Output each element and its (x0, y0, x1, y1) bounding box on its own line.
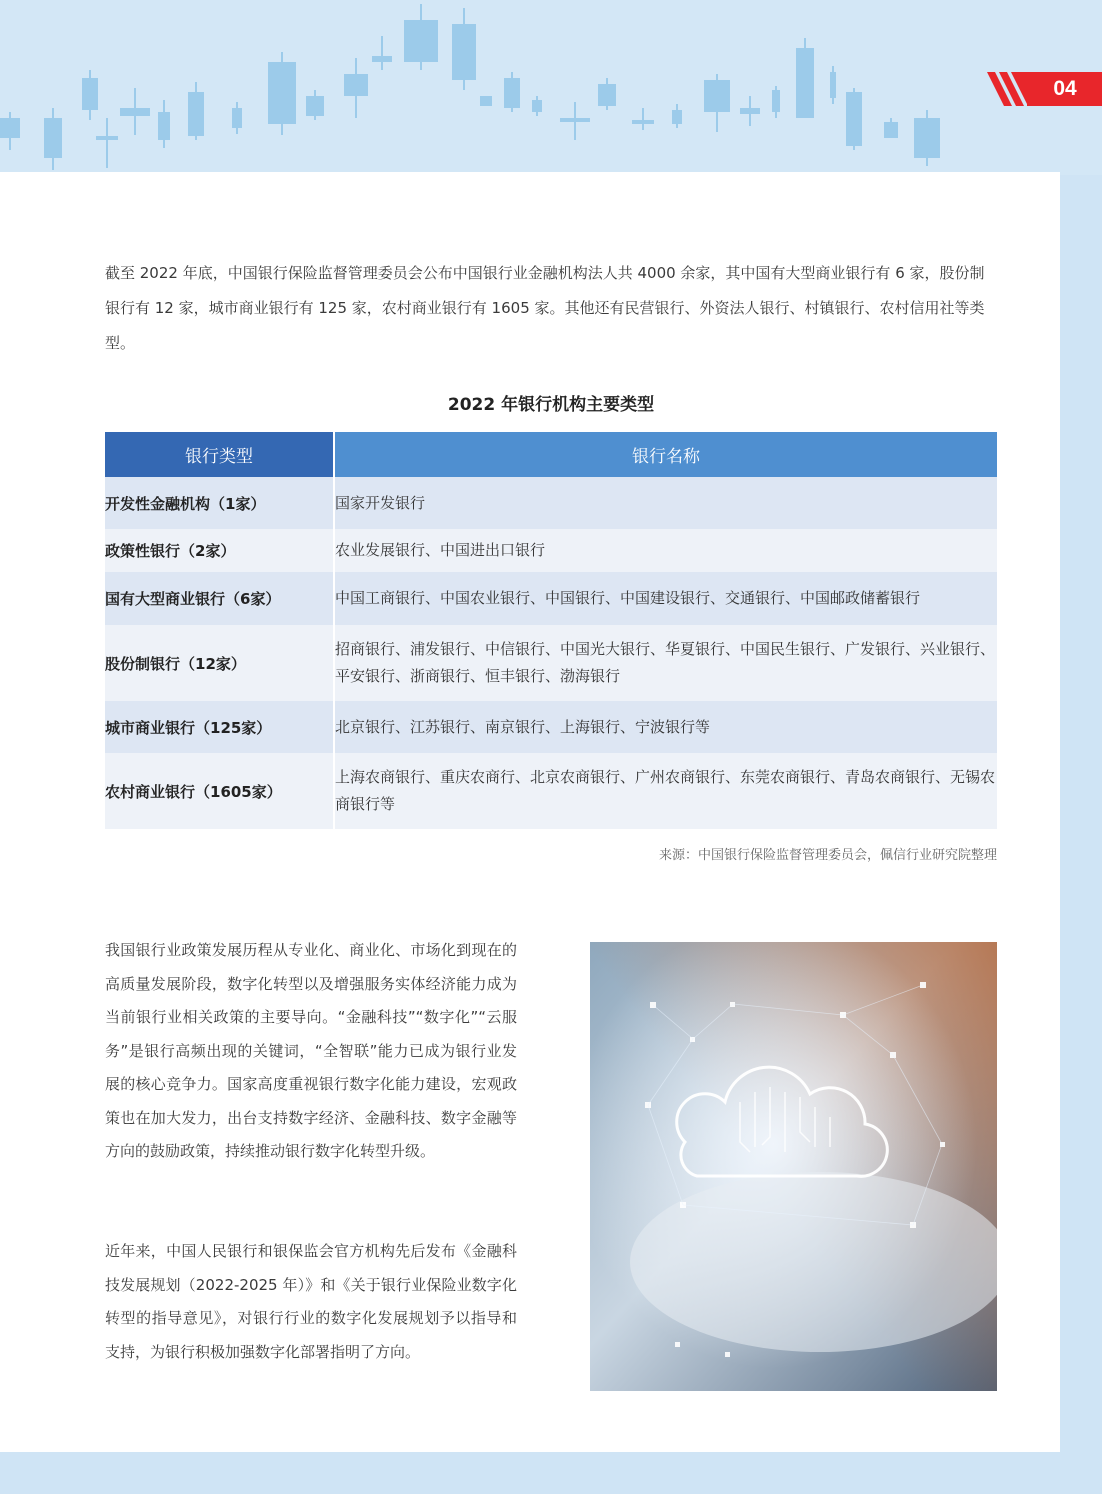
table-row (105, 701, 997, 753)
body-paragraph-1: 我国银行业政策发展历程从专业化、商业化、市场化到现在的高质量发展阶段，数字化转型以及增强服务实体经济能力成为当前银行业相关政策的主要导向。“金融科技”“数字化”“云服务”是银行高频出现的关键词，“全智联”能力已成为银行业发展的核心竞争力。国家高度重视银行数字化能力建设，宏观政策也在加大发力，出台支持数字经济、金融科技、数字金融等方向的鼓励政策，持续推动银行数字化转型升级。 (105, 941, 517, 1160)
table-row (105, 753, 997, 829)
row-bank-names: 农业发展银行、中国进出口银行 (334, 529, 997, 572)
bank-types-table (105, 432, 997, 829)
candle-body (504, 78, 520, 108)
row-bank-names: 招商银行、浦发银行、中信银行、中国光大银行、华夏银行、中国民生银行、广发银行、兴业银行、平安银行、浙商银行、恒丰银行、渤海银行 (334, 625, 997, 701)
row-bank-type: 城市商业银行（125家） (105, 701, 334, 753)
candle-body (846, 92, 862, 146)
candle-body (158, 112, 170, 140)
page-number: 04 (1053, 77, 1077, 100)
candle-body (884, 122, 898, 138)
intro-paragraph: 截至 2022 年底，中国银行保险监督管理委员会公布中国银行业金融机构法人共 4000 余家，其中国有大型商业银行有 6 家，股份制银行有 12 家，城市商业银行有 125 家，农村商业银行有 1605 家。其他还有民营银行、外资法人银行、村镇银行、农村信用社等类型。 (105, 264, 985, 352)
candle-body (740, 108, 760, 114)
candle-body (452, 24, 476, 80)
row-bank-type: 国有大型商业银行（6家） (105, 572, 334, 625)
candle-body (772, 90, 780, 112)
row-bank-type: 政策性银行（2家） (105, 529, 334, 572)
table-header-row (105, 432, 997, 477)
candle-body (672, 110, 682, 124)
candle-body (632, 120, 654, 124)
candle-body (914, 118, 940, 158)
table-row (105, 477, 997, 529)
body-paragraph-2: 近年来，中国人民银行和银保监会官方机构先后发布《金融科技发展规划（2022-2025 年）》和《关于银行业保险业数字化转型的指导意见》，对银行行业的数字化发展规划予以指导和支持，为银行积极加强数字化部署指明了方向。 (105, 1242, 517, 1361)
candle-body (232, 108, 242, 128)
row-bank-names: 中国工商银行、中国农业银行、中国银行、中国建设银行、交通银行、中国邮政储蓄银行 (334, 572, 997, 625)
candle-body (480, 96, 492, 106)
candle-body (372, 56, 392, 62)
candle-body (598, 84, 616, 106)
cloud-technology-photo (590, 942, 997, 1391)
header-band (0, 0, 1102, 175)
cloud-circuit-icon (590, 942, 997, 1391)
candle-body (44, 118, 62, 158)
row-bank-type: 股份制银行（12家） (105, 625, 334, 701)
table-row (105, 572, 997, 625)
candlestick-decoration (0, 0, 1102, 175)
row-bank-type: 农村商业银行（1605家） (105, 753, 334, 829)
row-bank-names: 上海农商银行、重庆农商行、北京农商银行、广州农商银行、东莞农商银行、青岛农商银行、无锡农商银行等 (334, 753, 997, 829)
table-row (105, 625, 997, 701)
table-row (105, 529, 997, 572)
candle-body (120, 108, 150, 116)
source-note: 来源：中国银行保险监督管理委员会，佩信行业研究院整理 (658, 848, 997, 863)
candle-body (82, 78, 98, 110)
header-bank-type: 银行类型 (105, 432, 334, 477)
candle-body (704, 80, 730, 112)
candle-body (796, 48, 814, 118)
table-title: 2022 年银行机构主要类型 (447, 395, 655, 415)
candle-body (268, 62, 296, 124)
candle-body (188, 92, 204, 136)
row-bank-type: 开发性金融机构（1家） (105, 477, 334, 529)
row-bank-names: 北京银行、江苏银行、南京银行、上海银行、宁波银行等 (334, 701, 997, 753)
candle-body (344, 74, 368, 96)
candle-body (532, 100, 542, 112)
candle-body (560, 118, 590, 122)
row-bank-names: 国家开发银行 (334, 477, 997, 529)
header-bank-names: 银行名称 (334, 432, 997, 477)
candle-body (0, 118, 20, 138)
candle-body (96, 136, 118, 140)
candle-body (404, 20, 438, 62)
candle-body (306, 96, 324, 116)
candle-body (830, 72, 836, 98)
